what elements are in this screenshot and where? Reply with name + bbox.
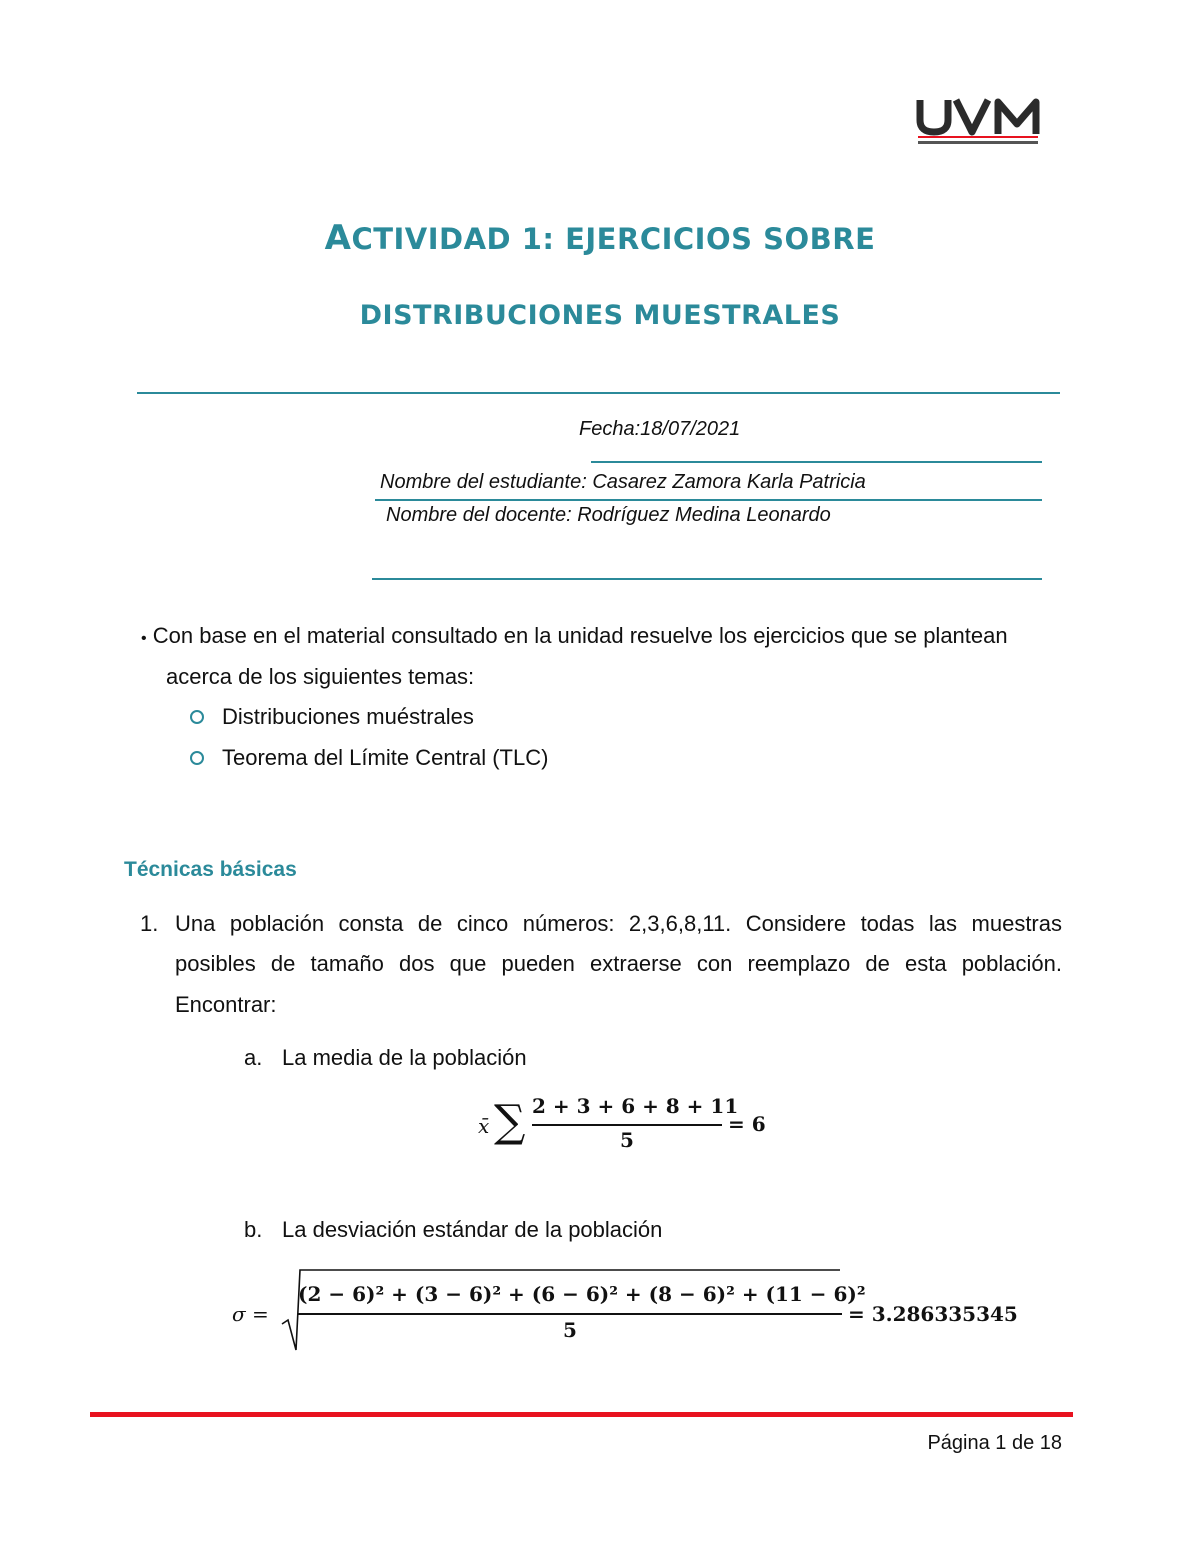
mean-fraction-bar: [532, 1124, 722, 1126]
exercise-line-1: Una población consta de cinco números: 2,3,6,8,11. Considere todas las muestras: [175, 911, 1062, 936]
formula-std-dev: [232, 1262, 1022, 1354]
exercise-line-3: Encontrar:: [175, 992, 277, 1017]
fecha-underline: [591, 461, 1042, 463]
fecha: Fecha:18/07/2021: [579, 418, 741, 440]
bullet-icon: •: [141, 630, 147, 647]
part-b-text: La desviación estándar de la población: [282, 1217, 663, 1242]
circle-bullet-icon: [190, 751, 204, 765]
footer-rule: [90, 1412, 1073, 1417]
sum-symbol: ∑: [494, 1096, 526, 1147]
xbar-symbol: x̄: [478, 1114, 490, 1138]
teacher-name: Nombre del docente: Rodríguez Medina Leonardo: [386, 504, 831, 526]
page-number: Página 1 de 18: [927, 1432, 1062, 1454]
std-numerator: (2 − 6)² + (3 − 6)² + (6 − 6)² + (8 − 6)² + (11 − 6)²: [298, 1282, 866, 1306]
topic-item-2: Teorema del Límite Central (TLC): [222, 745, 549, 770]
intro-line-2: acerca de los siguientes temas:: [166, 664, 475, 689]
section-heading: Técnicas básicas: [124, 858, 297, 881]
mean-result: = 6: [728, 1112, 766, 1136]
mean-denominator: 5: [620, 1128, 634, 1152]
std-fraction-bar: [298, 1313, 842, 1315]
sigma-symbol: σ =: [232, 1302, 269, 1326]
student-underline: [375, 499, 1042, 501]
circle-bullet-icon: [190, 710, 204, 724]
std-denominator: 5: [563, 1318, 577, 1342]
formula-mean: [478, 1092, 778, 1158]
intro-line-1: Con base en el material consultado en la unidad resuelve los ejercicios que se plantean: [152, 623, 1008, 648]
title-divider: [137, 392, 1060, 394]
part-b-letter: b.: [244, 1217, 263, 1242]
std-result: = 3.286335345: [848, 1302, 1018, 1326]
part-a-letter: a.: [244, 1045, 263, 1070]
title-line-1: ACTIVIDAD 1: EJERCICIOS SOBRE: [324, 218, 876, 258]
exercise-line-2: posibles de tamaño dos que pueden extraerse con reemplazo de esta población.: [175, 951, 1062, 976]
mean-numerator: 2 + 3 + 6 + 8 + 11: [532, 1094, 739, 1118]
student-name: Nombre del estudiante: Casarez Zamora Karla Patricia: [380, 471, 866, 493]
logo-text: [916, 96, 1040, 136]
teacher-underline: [372, 578, 1042, 580]
topic-item-1: Distribuciones muéstrales: [222, 704, 474, 729]
title-line-2: DISTRIBUCIONES MUESTRALES: [359, 300, 841, 331]
part-a-text: La media de la población: [282, 1045, 527, 1070]
intro-paragraph: [141, 616, 1081, 659]
exercise-number: 1.: [140, 911, 159, 936]
logo-tagline: [918, 141, 1038, 144]
logo-underline: [918, 136, 1038, 138]
